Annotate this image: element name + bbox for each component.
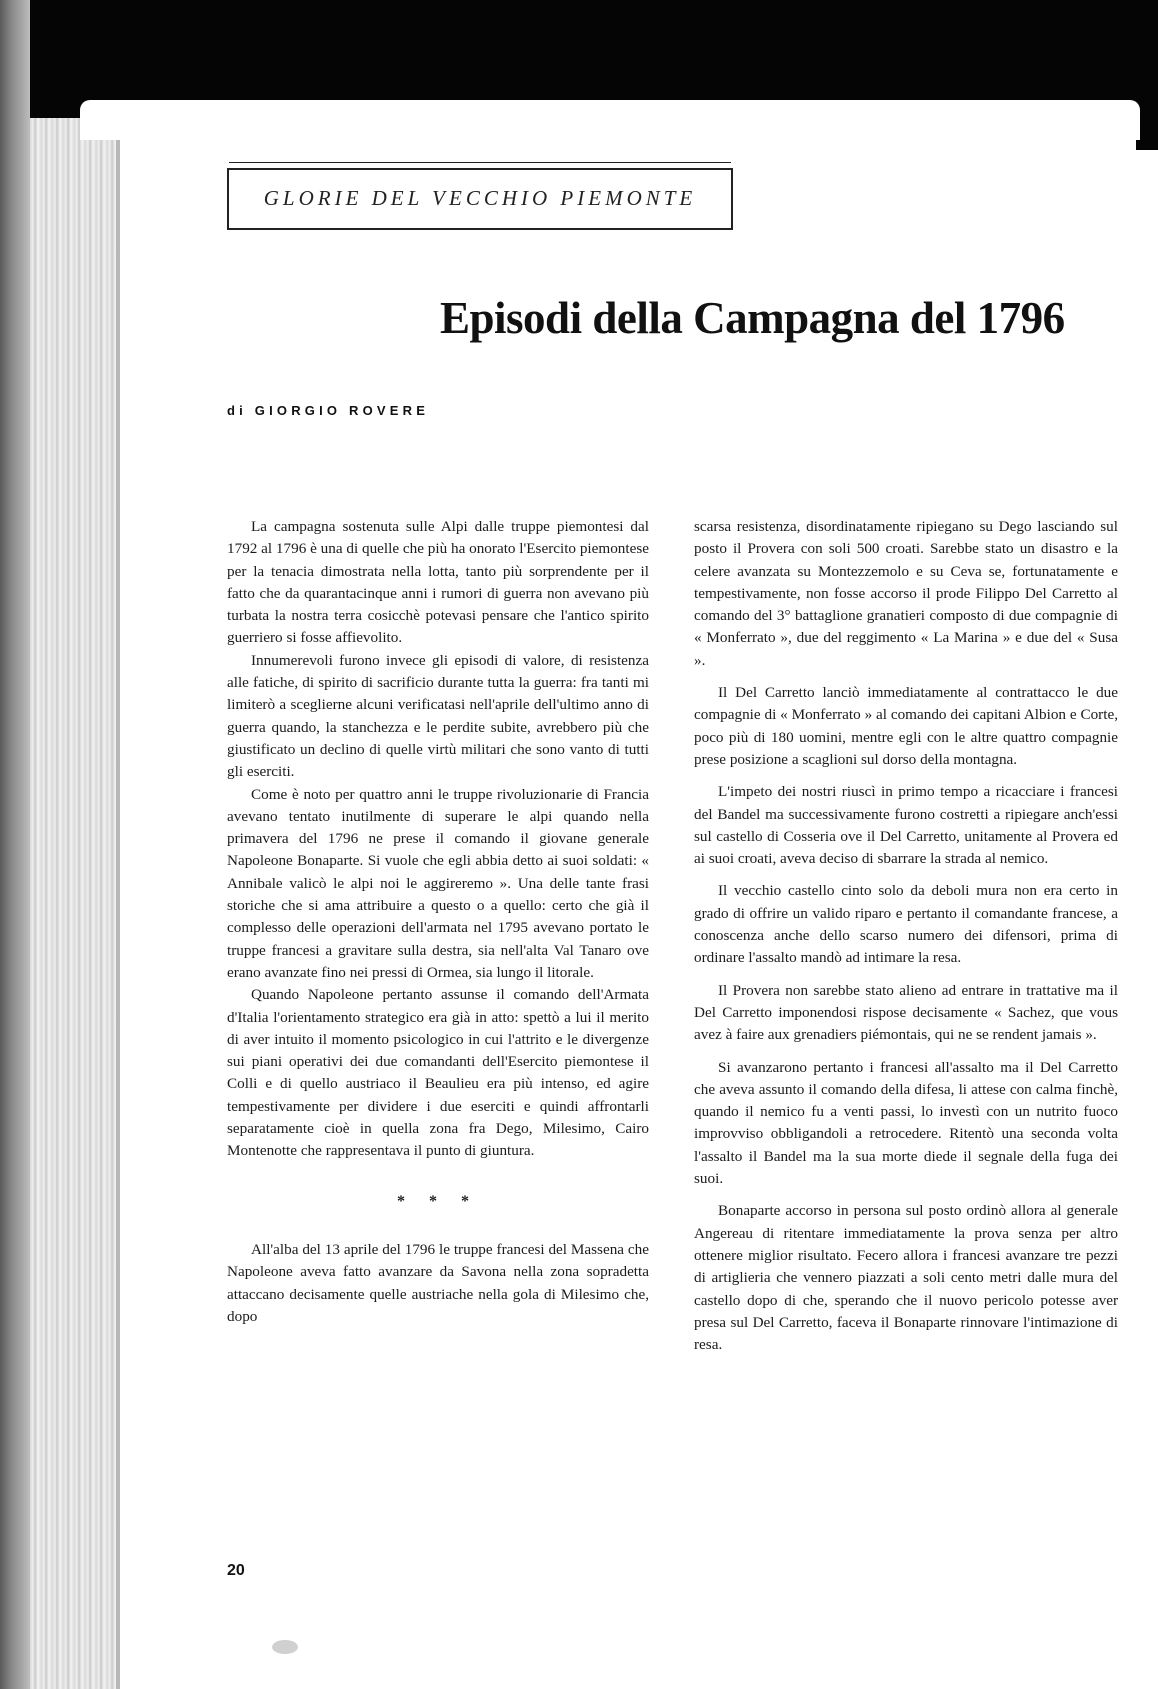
paragraph: Bonaparte accorso in persona sul posto ordinò allora al generale Angereau di ritentare immediatamente la prova senza per altro ottenere miglior risultato. Fecero allora i francesi avanzare tre pezzi di artiglieria che vennero piazzati a soli cento metri dalle mura del castello dopo di che, sperando che il nuovo pericolo potesse aver presa sul Del Carretto, faceva il Bonaparte rinnovare l'intimazione di resa. bbox=[694, 1202, 1118, 1354]
paragraph: La campagna sostenuta sulle Alpi dalle truppe piemontesi dal 1792 al 1796 è una di quelle che più ha onorato l'Esercito piemontese per la tenacia dimostrata nella lotta, tanto più sorprendente per il fatto che da quarantacinque anni i rumori di guerra non avevano più turbata la nostra terra cosicchè potevasi pensare che l'antico spirito guerriero si fosse affievolito. bbox=[227, 518, 649, 647]
paragraph: Il vecchio castello cinto solo da deboli mura non era certo in grado di offrire un valido riparo e pertanto il comandante francese, a conoscenza anche dello scarso numero dei difensori, prima di ordinare l'assalto mandò ad intimare la resa. bbox=[694, 882, 1118, 967]
paragraph: Quando Napoleone pertanto assunse il comando dell'Armata d'Italia l'orientamento strategico era già in atto: spettò a lui il merito di aver intuito il momento psicologico in cui l'attrito e le divergenze sui piani operativi dei due comandanti dell'Esercito piemontese il Colli e di quello austriaco il Beaulieu era più intenso, ed agire tempestivamente per dividere i due eserciti e quindi affrontarli separatamente cioè in quella zona fra Dego, Milesimo, Cairo Montenotte che rappresentava il punto di giuntura. bbox=[227, 986, 649, 1160]
right-column bbox=[694, 516, 1118, 1366]
scan-left-border bbox=[0, 0, 30, 1689]
page-number: 20 bbox=[227, 1562, 245, 1579]
paragraph: Come è noto per quattro anni le truppe rivoluzionarie di Francia avevano tentato inutilmente di superare le alpi quando nella primavera del 1796 ne prese il comando il giovane generale Napoleone Bonaparte. Si vuole che egli abbia detto ai suoi soldati: « Annibale valicò le alpi noi le aggireremo ». Una delle tante frasi storiche che si ama attribuire a questo o a quello: certo che già il complesso delle operazioni dell'armata nel 1795 avevano portato le truppe francesi a gravitare sulla destra, sia nell'alta Val Tanaro ove erano avanzate fino nei pressi di Ormea, sia lungo il litorale. bbox=[227, 785, 649, 981]
paragraph: L'impeto dei nostri riuscì in primo tempo a ricacciare i francesi del Bandel ma successivamente furono costretti a ripiegare anch'essi sul castello di Cosseria ove il Del Carretto, unitamente al Provera ed ai suoi croati, aveva deciso di sbarrare la strada al nemico. bbox=[694, 783, 1118, 868]
left-column bbox=[227, 516, 649, 1328]
article-byline: di GIORGIO ROVERE bbox=[227, 403, 430, 418]
page-stack-edges bbox=[30, 118, 120, 1689]
paragraph: Si avanzarono pertanto i francesi all'assalto ma il Del Carretto che aveva assunto il comando della difesa, li attese con calma finchè, quando il nemico fu a venti passi, lo investì con un nutrito fuoco improvviso obbligandoli a retrocedere. Ritentò una seconda volta l'assalto il Bandel ma la sua morte diede il segnale della fuga dei suoi. bbox=[694, 1058, 1118, 1188]
article-title: Episodi della Campagna del 1796 bbox=[440, 293, 1065, 343]
scan-smudge bbox=[272, 1640, 298, 1654]
paragraph: scarsa resistenza, disordinatamente ripiegano su Dego lasciando sul posto il Provera con soli 500 croati. Sarebbe stato un disastro e la celere avanzata su Montezzemolo e su Ceva se, fortunatamente e tempestivamente, non fosse accorso il prode Filippo Del Carretto al comando del 3° battaglione granatieri composto di due compagnie di « Monferrato », due del reggimento « La Marina » e due del « Susa ». bbox=[694, 518, 1118, 669]
paragraph: All'alba del 13 aprile del 1796 le truppe francesi del Massena che Napoleone aveva fatto avanzare da Savona nella zona sopradetta attaccano decisamente quelle austriache nella gola di Milesimo che, dopo bbox=[227, 1240, 649, 1325]
paragraph: Il Provera non sarebbe stato alieno ad entrare in trattative ma il Del Carretto imponendosi rispose decisamente « Sachez, que vous avez à faire aux grenadiers piémontais, qui ne se rendent jamais ». bbox=[694, 981, 1118, 1044]
section-separator: * * * bbox=[397, 1192, 479, 1210]
section-header-text: GLORIE DEL VECCHIO PIEMONTE bbox=[263, 186, 697, 210]
paragraph: Innumerevoli furono invece gli episodi di valore, di resistenza alle fatiche, di spirito di sacrificio durante tutta la guerra: fra tanti mi limiterò a sceglierne alcuni verificatasi nell'aprile dell'ultimo anno di guerra quando, la stanchezza e le perdite subite, avrebbero più che giustificato un declino di quelle virtù militari che sono vanto di tutti gli eserciti. bbox=[227, 651, 649, 781]
section-header-box bbox=[227, 168, 733, 230]
paragraph: Il Del Carretto lanciò immediatamente al contrattacco le due compagnie di « Monferrato » al comando dei capitani Albion e Corte, poco più di 180 uomini, mentre egli con le altre quattro compagnie prese posizione a scaglioni sul dorso della montagna. bbox=[694, 684, 1118, 768]
